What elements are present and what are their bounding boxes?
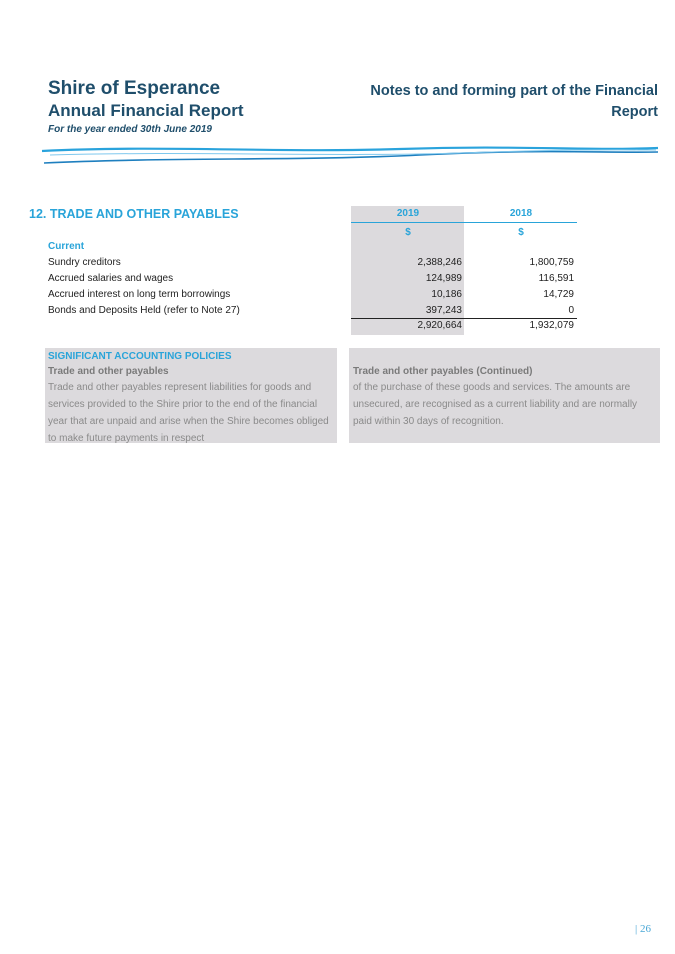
page-number: | 26: [635, 923, 651, 935]
header-rule: [351, 222, 577, 223]
total-rule: [351, 318, 577, 319]
policy-right-heading: Trade and other payables (Continued): [353, 366, 533, 377]
note-title: 12. TRADE AND OTHER PAYABLES: [29, 207, 239, 221]
total-2018: 1,932,079: [529, 320, 574, 331]
notes-heading: Notes to and forming part of the Financial Report: [370, 83, 658, 120]
column-year-2019: 2019: [396, 208, 420, 219]
row-value-2018: 0: [568, 305, 574, 316]
column-year-2018: 2018: [509, 208, 533, 219]
policies-title: SIGNIFICANT ACCOUNTING POLICIES: [48, 351, 232, 362]
organisation-name: Shire of Esperance: [48, 78, 221, 99]
header-wave-decoration: [40, 143, 660, 171]
section-label: Current: [48, 241, 85, 252]
row-value-2018: 116,591: [538, 273, 574, 284]
row-value-2019: 10,186: [431, 289, 462, 300]
report-title: Annual Financial Report: [48, 101, 244, 120]
total-2019: 2,920,664: [417, 320, 462, 331]
policy-left-text: Trade and other payables represent liabilities for goods and services provided to the Shire prior to the end of the financial year that are unpaid and arise when the Shire becomes obliged to make future payments in respect: [48, 382, 329, 444]
column-unit-2019: $: [405, 227, 411, 238]
row-label: Sundry creditors: [48, 257, 121, 268]
row-label: Accrued interest on long term borrowings: [48, 289, 231, 300]
row-value-2019: 124,989: [425, 273, 462, 284]
row-label: Bonds and Deposits Held (refer to Note 27): [48, 305, 240, 316]
report-period: For the year ended 30th June 2019: [48, 124, 212, 135]
row-value-2019: 2,388,246: [417, 257, 462, 268]
policy-left-heading: Trade and other payables: [48, 366, 169, 377]
column-unit-2018: $: [518, 227, 524, 238]
row-value-2018: 14,729: [543, 289, 574, 300]
row-value-2019: 397,243: [425, 305, 462, 316]
policy-right-text: of the purchase of these goods and services. The amounts are unsecured, are recognised as a current liability and are normally paid within 30 days of recognition.: [353, 382, 638, 427]
row-label: Accrued salaries and wages: [48, 273, 174, 284]
row-value-2018: 1,800,759: [529, 257, 574, 268]
